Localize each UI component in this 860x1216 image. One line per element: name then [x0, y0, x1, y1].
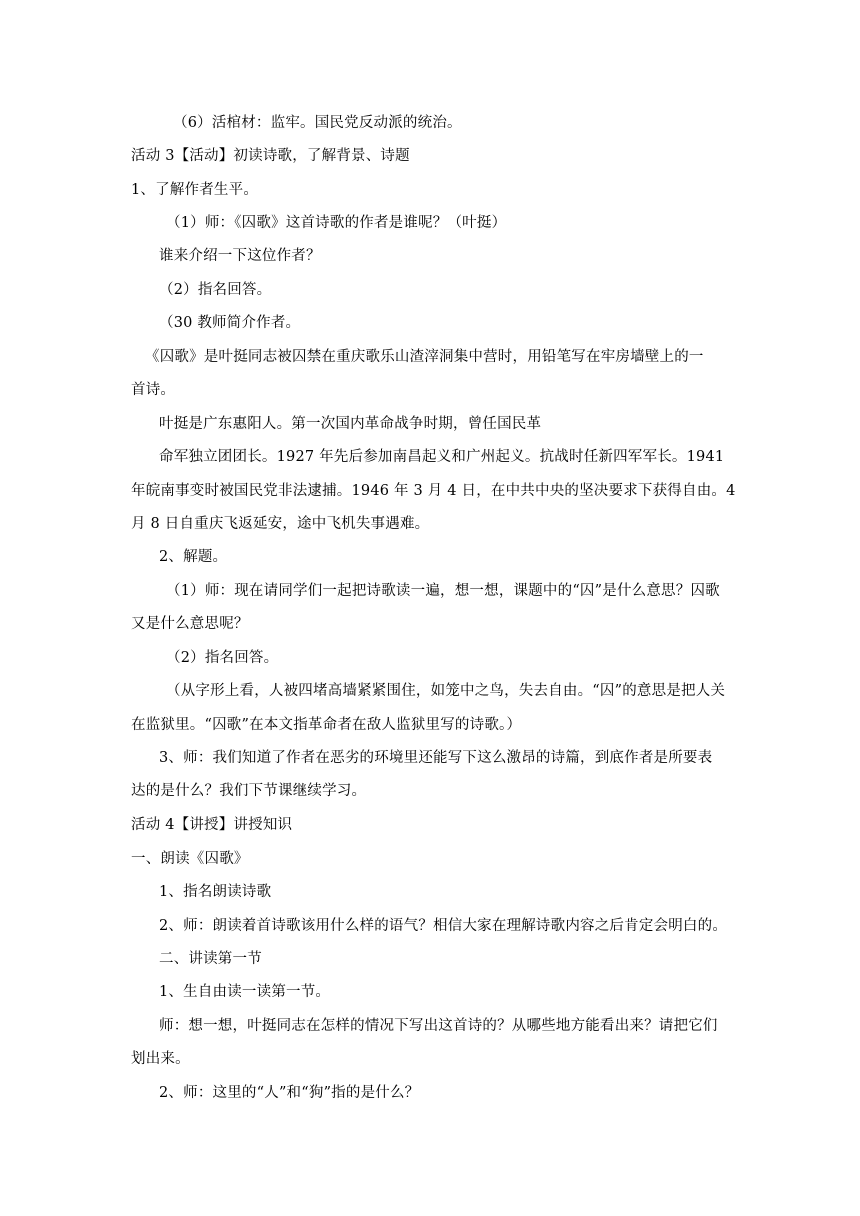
text-line: 年皖南事变时被国民党非法逮捕。1946 年 3 月 4 日，在中共中央的坚决要求下获得自由。4 [131, 483, 736, 499]
text-line: 2、师：朗读着首诗歌该用什么样的语气？相信大家在理解诗歌内容之后肯定会明白的。 [159, 918, 728, 934]
text-line: 命军独立团团长。1927 年先后参加南昌起义和广州起义。抗战时任新四军军长。1941 [159, 449, 725, 465]
text-line: （1）师：《囚歌》这首诗歌的作者是谁呢？（叶挺） [166, 215, 507, 231]
text-line: 在监狱里。“囚歌”在本文指革命者在敌人监狱里写的诗歌。） [131, 717, 522, 733]
text-line: （6）活棺材：监牢。国民党反动派的统治。 [173, 115, 462, 131]
text-line: （2）指名回答。 [159, 282, 272, 298]
text-line: 谁来介绍一下这位作者？ [159, 248, 321, 264]
text-line: 《囚歌》是叶挺同志被囚禁在重庆歌乐山渣滓洞集中营时，用铅笔写在牢房墙壁上的一 [145, 349, 704, 365]
text-line: 1、指名朗读诗歌 [159, 884, 272, 900]
text-line: 3、师：我们知道了作者在恶劣的环境里还能写下这么激昂的诗篇，到底作者是所要表 [159, 750, 713, 766]
text-line: （从字形上看，人被四堵高墙紧紧围住，如笼中之鸟，失去自由。“囚”的意思是把人关 [166, 683, 726, 699]
text-line: （30 教师简介作者。 [159, 315, 301, 331]
text-line: 又是什么意思呢？ [131, 616, 249, 632]
activity-heading: 活动 3【活动】初读诗歌，了解背景、诗题 [131, 148, 410, 164]
section-heading: 一、朗读《囚歌》 [131, 851, 249, 867]
text-line: 月 8 日自重庆飞返延安，途中飞机失事遇难。 [131, 516, 430, 532]
activity-heading: 活动 4【讲授】讲授知识 [131, 817, 293, 833]
text-line: （1）师：现在请同学们一起把诗歌读一遍，想一想，课题中的“囚”是什么意思？囚歌 [166, 583, 720, 599]
text-line: 划出来。 [131, 1051, 190, 1067]
text-line: 1、了解作者生平。 [131, 182, 259, 198]
text-line: 叶挺是广东惠阳人。第一次国内革命战争时期，曾任国民革 [159, 416, 542, 432]
text-line: 首诗。 [131, 382, 176, 398]
text-line: 2、师：这里的“人”和“狗”指的是什么？ [159, 1085, 420, 1101]
text-line: 达的是什么？我们下节课继续学习。 [131, 783, 367, 799]
text-line: （2）指名回答。 [166, 650, 279, 666]
section-heading: 二、讲读第一节 [159, 951, 262, 967]
text-line: 师：想一想，叶挺同志在怎样的情况下写出这首诗的？从哪些地方能看出来？请把它们 [159, 1018, 718, 1034]
text-line: 1、生自由读一读第一节。 [159, 984, 331, 1000]
text-line: 2、解题。 [159, 549, 228, 565]
